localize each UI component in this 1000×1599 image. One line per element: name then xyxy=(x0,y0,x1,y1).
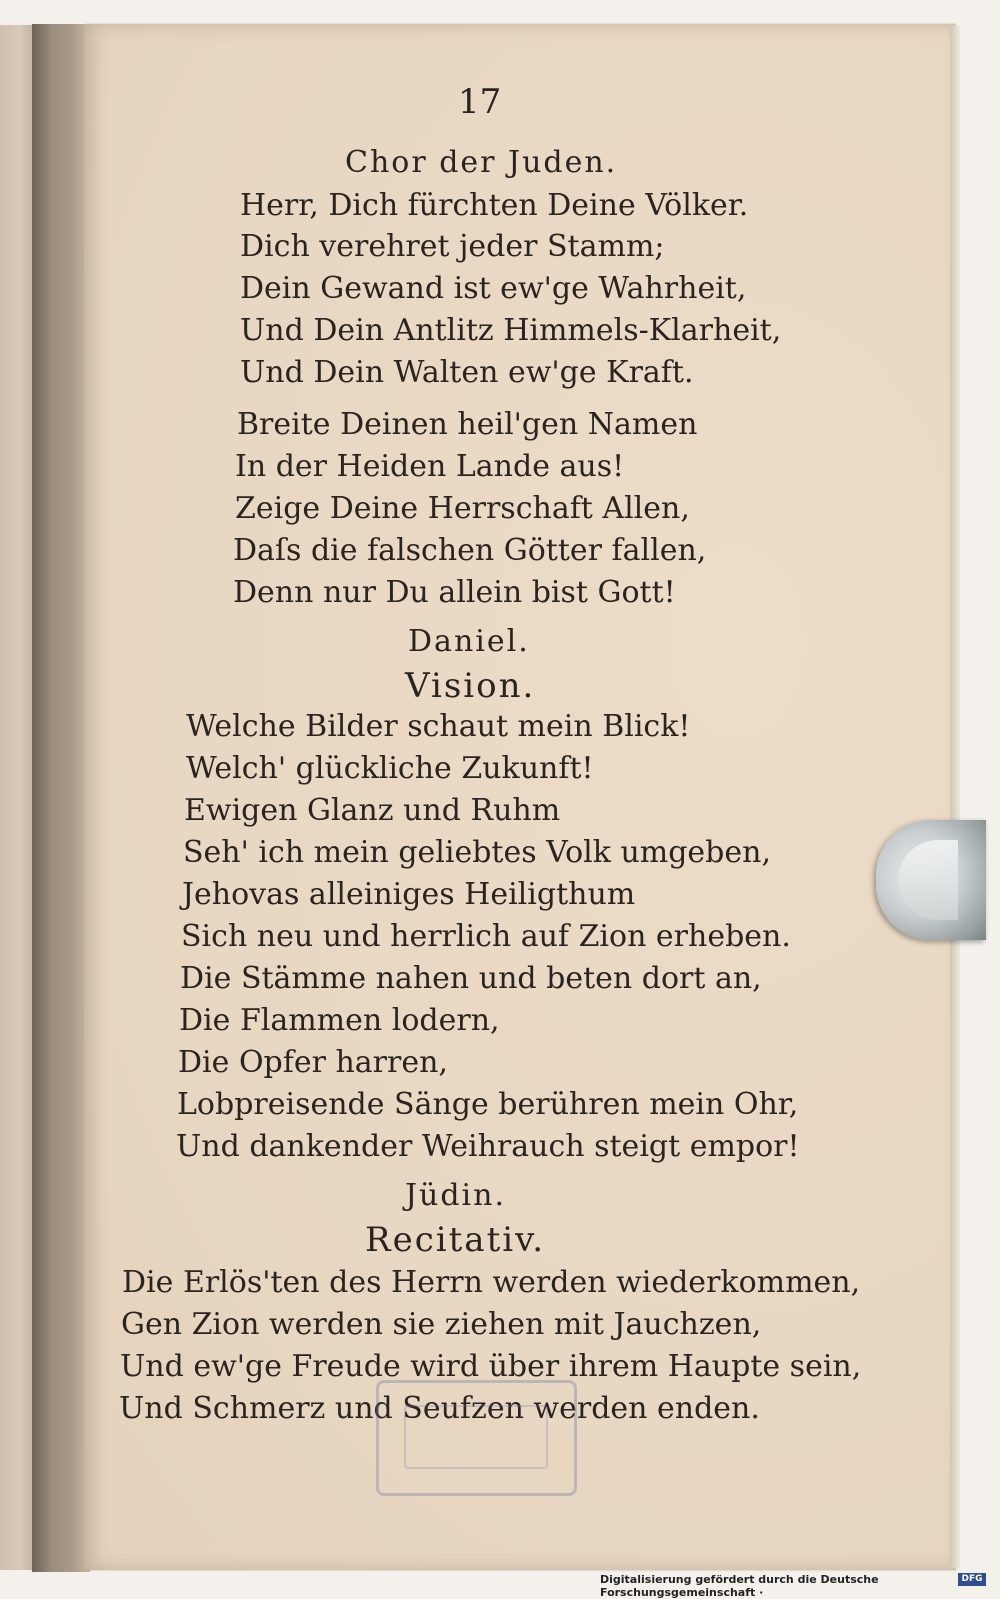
verse-line: Breite Deinen heil'gen Namen xyxy=(237,407,698,442)
verse-line: Jehovas alleiniges Heiligthum xyxy=(182,877,636,912)
verse-line: Dein Gewand ist ew'ge Wahrheit, xyxy=(240,271,747,306)
section-heading-vision: Vision. xyxy=(405,666,536,706)
page-clip xyxy=(876,820,986,940)
verse-line: In der Heiden Lande aus! xyxy=(235,449,625,484)
verse-line: Und Dein Antlitz Himmels-Klarheit, xyxy=(240,313,782,348)
speaker-juedin: Jüdin. xyxy=(405,1178,507,1213)
facing-page-edge xyxy=(0,25,36,1570)
verse-line: Die Stämme nahen und beten dort an, xyxy=(180,961,762,996)
verse-line: Denn nur Du allein bist Gott! xyxy=(233,575,676,610)
verse-line: Und ew'ge Freude wird über ihrem Haupte sein, xyxy=(120,1349,862,1384)
page-edge xyxy=(950,26,960,1568)
footer-credit: Digitalisierung gefördert durch die Deutsche Forschungsgemeinschaft · xyxy=(600,1573,879,1599)
verse-line: Gen Zion werden sie ziehen mit Jauchzen, xyxy=(121,1307,762,1342)
verse-line: Sich neu und herrlich auf Zion erheben. xyxy=(181,919,791,954)
verse-line: Und dankender Weihrauch steigt empor! xyxy=(176,1129,800,1164)
verse-line: Welch' glückliche Zukunft! xyxy=(186,751,594,786)
library-stamp xyxy=(376,1380,577,1496)
speaker-daniel: Daniel. xyxy=(408,624,530,659)
verse-line: Und Schmerz und Seufzen werden enden. xyxy=(119,1391,760,1426)
book-spine xyxy=(32,24,90,1572)
verse-line: Dich verehret jeder Stamm; xyxy=(240,229,665,264)
verse-line: Die Opfer harren, xyxy=(178,1045,448,1080)
verse-line: Seh' ich mein geliebtes Volk umgeben, xyxy=(183,835,771,870)
verse-line: Herr, Dich fürchten Deine Völker. xyxy=(240,188,749,223)
verse-line: Welche Bilder schaut mein Blick! xyxy=(186,709,691,744)
verse-line: Daſs die falschen Götter fallen, xyxy=(233,533,707,568)
section-heading-recitativ: Recitativ. xyxy=(365,1220,546,1260)
verse-line: Lobpreisende Sänge berühren mein Ohr, xyxy=(177,1087,799,1122)
dfg-logo: DFG xyxy=(958,1573,986,1586)
page-number: 17 xyxy=(458,82,502,122)
section-heading-chor: Chor der Juden. xyxy=(345,145,618,180)
verse-line: Und Dein Walten ew'ge Kraft. xyxy=(240,355,694,390)
verse-line: Ewigen Glanz und Ruhm xyxy=(184,793,561,828)
verse-line: Die Erlös'ten des Herrn werden wiederkommen, xyxy=(122,1265,861,1300)
library-stamp-inner xyxy=(404,1405,548,1469)
verse-line: Zeige Deine Herrschaft Allen, xyxy=(235,491,690,526)
verse-line: Die Flammen lodern, xyxy=(179,1003,500,1038)
